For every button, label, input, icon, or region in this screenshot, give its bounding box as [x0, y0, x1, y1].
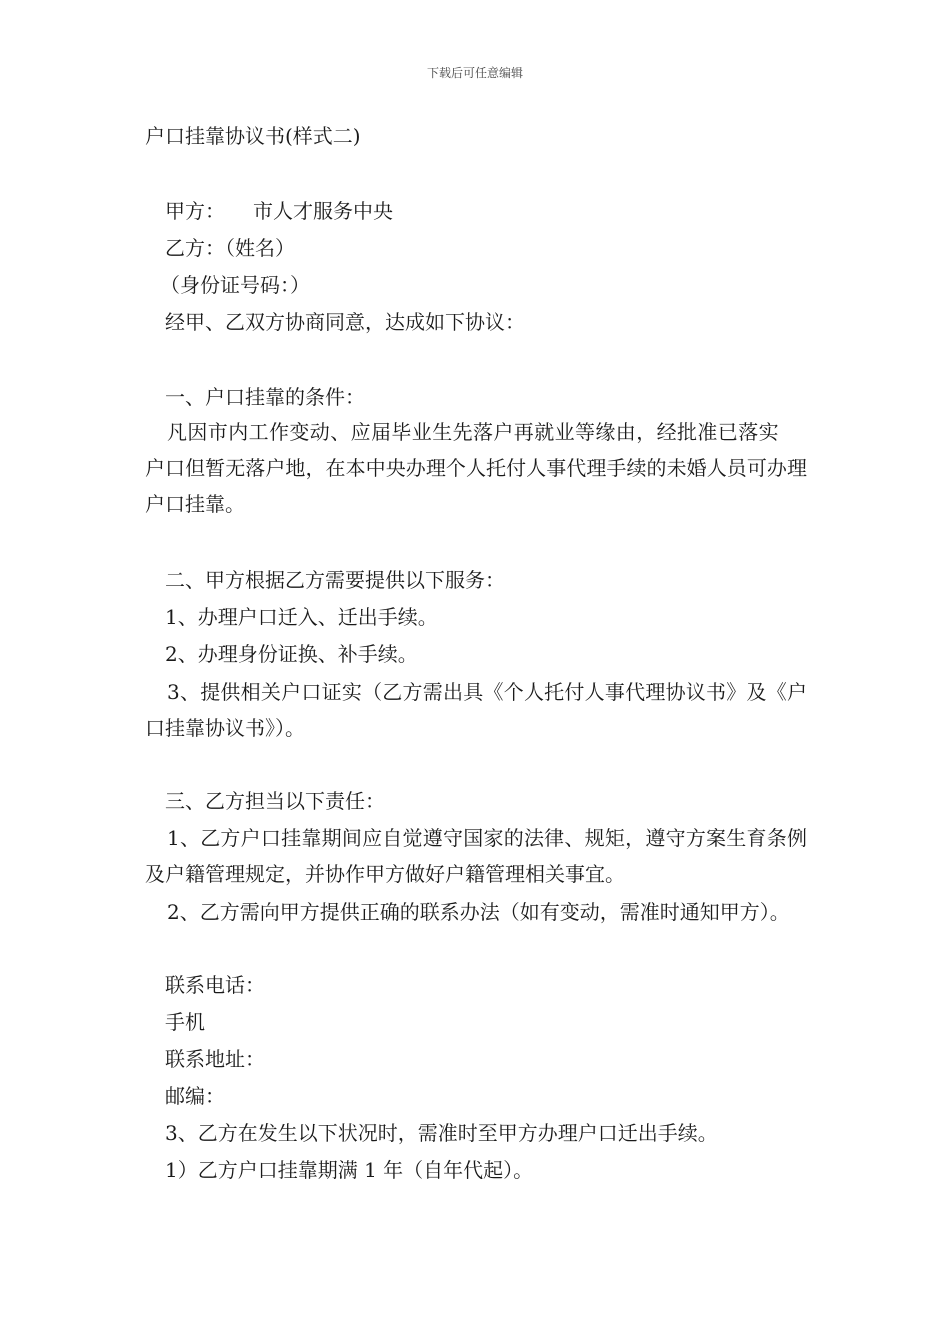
section3-heading: 三、乙方担当以下责任：	[165, 789, 385, 813]
agreement-intro: 经甲、乙双方协商同意，达成如下协议：	[165, 310, 525, 334]
section1-text-part1: 凡因市内工作变动、应届毕业生先落户再就业等缘由，经批准已落实	[167, 420, 779, 444]
page-header-note: 下载后可任意编辑	[426, 66, 523, 80]
mobile-label: 手机	[165, 1010, 205, 1034]
party-b-line: 乙方：（姓名）	[165, 236, 295, 260]
postcode-label: 邮编：	[165, 1084, 225, 1108]
contact-address-label: 联系地址：	[165, 1047, 265, 1071]
section3-item3: 3、乙方在发生以下状况时，需准时至甲方办理户口迁出手续。	[165, 1121, 718, 1145]
party-a-value: 市人才服务中央	[253, 199, 393, 223]
id-number-line: （身份证号码：）	[160, 273, 310, 297]
party-a-line	[165, 196, 393, 226]
section1-heading: 一、户口挂靠的条件：	[165, 385, 365, 409]
section2-item3: 3、提供相关户口证实（乙方需出具《个人托付人事代理协议书》及《户口挂靠协议书》）。	[145, 680, 807, 740]
contact-phone-label: 联系电话：	[165, 973, 265, 997]
section2-item2: 2、办理身份证换、补手续。	[165, 642, 418, 666]
document-title: 户口挂靠协议书(样式二)	[145, 124, 361, 148]
section3-item3-sub1: 1）乙方户口挂靠期满 1 年（自年代起）。	[165, 1158, 534, 1182]
section3-item2: 2、乙方需向甲方提供正确的联系办法（如有变动，需准时通知甲方）。	[167, 900, 790, 924]
section2-heading: 二、甲方根据乙方需要提供以下服务：	[165, 568, 505, 592]
section1-text-part2: 户口但暂无落户地，在本中央办理个人托付人事代理手续的未婚人员可办理户口挂靠。	[145, 456, 807, 516]
section2-item1: 1、办理户口迁入、迁出手续。	[165, 605, 438, 629]
section1-text	[145, 414, 807, 522]
section3-item1: 1、乙方户口挂靠期间应自觉遵守国家的法律、规矩，遵守方案生育条例及户籍管理规定，并协作甲方做好户籍管理相关事宜。	[145, 826, 807, 886]
party-a-label: 甲方：	[165, 199, 225, 223]
